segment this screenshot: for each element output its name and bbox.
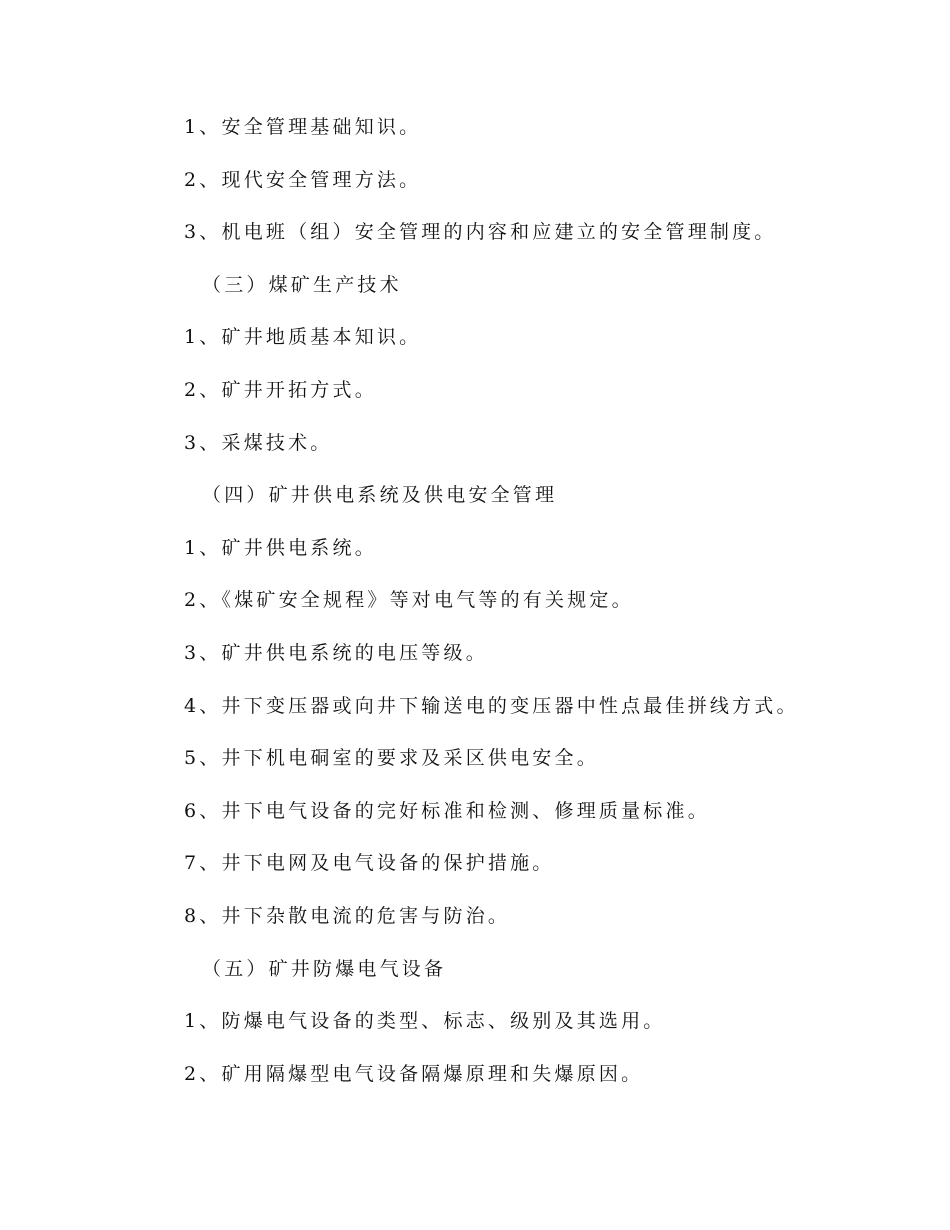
list-item: 3、采煤技术。 bbox=[184, 431, 333, 454]
section-heading: （三）煤矿生产技术 bbox=[202, 273, 402, 296]
document-body bbox=[184, 112, 884, 1111]
list-item: 3、矿井供电系统的电压等级。 bbox=[184, 641, 488, 664]
section-heading: （五）矿井防爆电气设备 bbox=[202, 957, 447, 980]
list-item: 2、现代安全管理方法。 bbox=[184, 168, 422, 191]
list-item: 3、机电班（组）安全管理的内容和应建立的安全管理制度。 bbox=[184, 221, 777, 244]
section-heading: （四）矿井供电系统及供电安全管理 bbox=[202, 484, 558, 507]
list-item: 1、矿井地质基本知识。 bbox=[184, 326, 422, 349]
list-item: 1、安全管理基础知识。 bbox=[184, 116, 422, 138]
list-item: 4、井下变压器或向井下输送电的变压器中性点最佳拼线方式。 bbox=[184, 694, 799, 717]
list-item: 1、矿井供电系统。 bbox=[184, 536, 377, 559]
list-item: 2、矿井开拓方式。 bbox=[184, 378, 377, 401]
list-item: 2、矿用隔爆型电气设备隔爆原理和失爆原因。 bbox=[184, 1062, 644, 1085]
list-item: 8、井下杂散电流的危害与防治。 bbox=[184, 904, 511, 927]
list-item: 5、井下机电硐室的要求及采区供电安全。 bbox=[184, 747, 599, 770]
list-item: 1、防爆电气设备的类型、标志、级别及其选用。 bbox=[184, 1010, 666, 1033]
list-item: 7、井下电网及电气设备的保护措施。 bbox=[184, 852, 555, 875]
list-item: 2、《煤矿安全规程》等对电气等的有关规定。 bbox=[184, 589, 634, 612]
list-item: 6、井下电气设备的完好标准和检测、修理质量标准。 bbox=[184, 799, 710, 822]
